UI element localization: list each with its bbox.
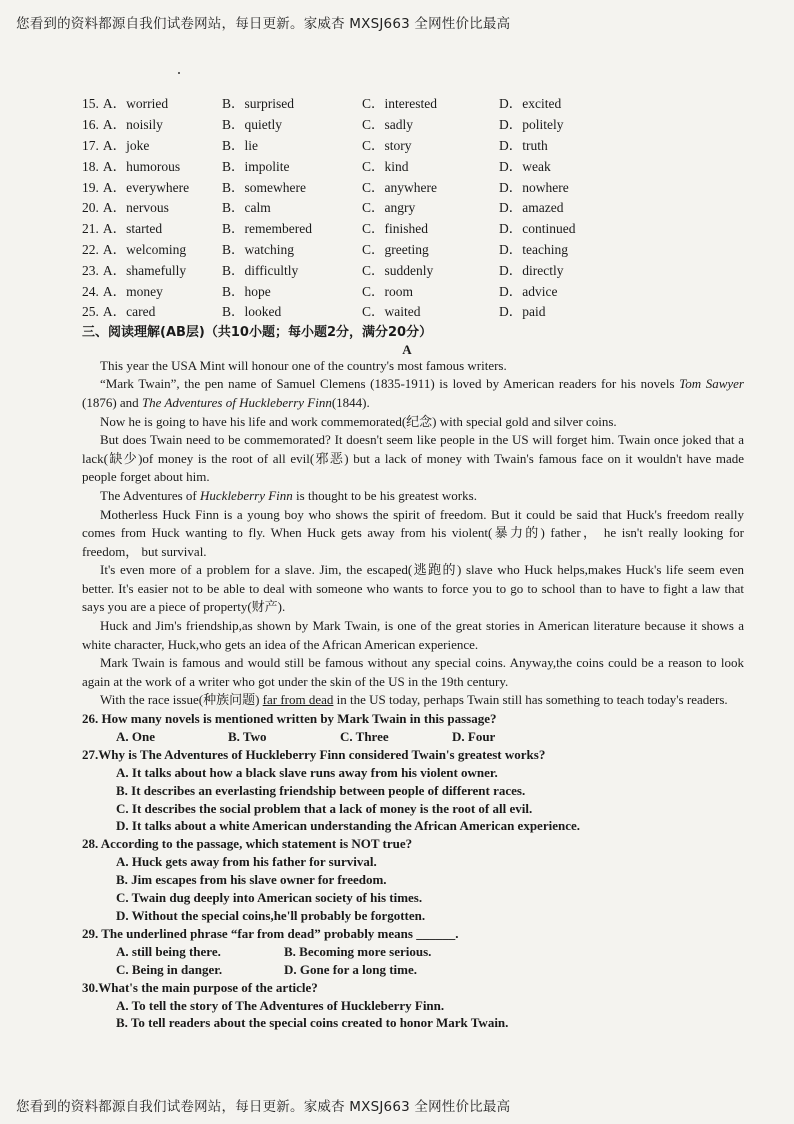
question-number: 15.	[82, 96, 99, 112]
option-text: A．shamefully	[102, 262, 187, 278]
cloze-option-d: D．nowhere	[499, 179, 569, 195]
paragraph: This year the USA Mint will honour one of the country's most famous writers.	[100, 357, 507, 373]
paragraph: Huck and Jim's friendship,as shown by Mark Twain, is one of the great stories in American literature because it shows a white character, Huck,who gets an idea of the African American experience.	[82, 618, 744, 652]
cloze-option-a	[82, 238, 222, 258]
option-text: A．cared	[102, 304, 156, 320]
cloze-option-a	[82, 196, 222, 216]
question-number: 17.	[82, 137, 99, 153]
cloze-option-row	[82, 258, 744, 279]
question-stem: 27.Why is The Adventures of Huckleberry Finn considered Twain's greatest works?	[82, 746, 546, 762]
cloze-option-b: B．difficultly	[222, 262, 299, 278]
cloze-option-d: D．excited	[499, 96, 562, 112]
choice: C. Twain dug deeply into American society of his times.	[116, 890, 423, 906]
cloze-option-a	[82, 300, 222, 320]
underlined-phrase: far from dead	[262, 692, 334, 708]
watermark-banner-top: 您看到的资料都源自我们试卷网站，每日更新。家威杏 MXSJ663 全网性价比最高	[16, 16, 511, 32]
question-stem: 28. According to the passage, which statement is NOT true?	[82, 836, 413, 852]
paragraph: But does Twain need to be commemorated? It doesn't seem like people in the US will forget him. Twain once joked that a lack(缺少)of money is the root of all evil(邪恶) but a lack of money with Twain's famous face on it wouldn't have made people forget about him.	[82, 432, 744, 485]
cloze-option-a	[82, 134, 222, 154]
cloze-option-c: C．sadly	[362, 117, 414, 133]
option-text: A．worried	[102, 96, 169, 112]
choice: A. Huck gets away from his father for survival.	[116, 854, 377, 870]
paragraph: Mark Twain is famous and would still be famous without any special coins. Anyway,the coins could be a reason to look again at the work of a writer who got under the skin of the US in the 19th century.	[82, 655, 744, 689]
watermark-banner-bottom: 您看到的资料都源自我们试卷网站，每日更新。家威杏 MXSJ663 全网性价比最高	[16, 1099, 511, 1115]
question-28	[82, 835, 744, 925]
cloze-option-a	[82, 280, 222, 300]
choice: A. still being there.	[116, 943, 221, 959]
cloze-option-d: D．truth	[499, 137, 548, 153]
cloze-option-d: D．teaching	[499, 241, 568, 257]
choice: B. To tell readers about the special coins created to honor Mark Twain.	[116, 1015, 509, 1031]
cloze-option-row	[82, 134, 744, 155]
question-30	[82, 979, 744, 1033]
choice: D. It talks about a white American understanding the African American experience.	[116, 818, 581, 834]
choice: B. Jim escapes from his slave owner for freedom.	[116, 872, 387, 888]
cloze-option-b: B．quietly	[222, 117, 282, 133]
cloze-option-d: D．continued	[499, 221, 576, 237]
cloze-option-c: C．waited	[362, 304, 421, 320]
cloze-option-row	[82, 279, 744, 300]
choice: D. Gone for a long time.	[284, 961, 417, 977]
cloze-option-row	[82, 196, 744, 217]
cloze-option-c: C．greeting	[362, 241, 429, 257]
cloze-option-b: B．looked	[222, 304, 282, 320]
cloze-option-d: D．politely	[499, 117, 564, 133]
question-stem: 30.What's the main purpose of the article?	[82, 979, 318, 995]
cloze-options-table	[82, 92, 744, 321]
option-text: A．welcoming	[102, 241, 187, 257]
choice: C. It describes the social problem that a lack of money is the root of all evil.	[116, 800, 533, 816]
paragraph: The Adventures of Huckleberry Finn is thought to be his greatest works.	[100, 487, 477, 503]
option-text: A．money	[102, 283, 163, 299]
choice: C. Being in danger.	[116, 961, 223, 977]
question-number: 24.	[82, 283, 99, 299]
reading-passage	[82, 357, 744, 710]
question-29	[82, 925, 744, 979]
question-26	[82, 710, 744, 746]
section-title: 三、阅读理解(AB层)（共10小题；每小题2分，满分20分）	[82, 324, 433, 340]
question-number: 25.	[82, 304, 99, 320]
option-text: A．noisily	[102, 117, 163, 133]
cloze-option-b: B．watching	[222, 241, 294, 257]
cloze-option-d: D．weak	[499, 158, 551, 174]
question-number: 22.	[82, 241, 99, 257]
option-text: A．started	[102, 221, 163, 237]
choice-row	[82, 961, 744, 979]
cloze-option-a	[82, 113, 222, 133]
cloze-option-row	[82, 217, 744, 238]
question-number: 21.	[82, 221, 99, 237]
exam-page	[82, 92, 744, 1032]
print-speck	[178, 72, 180, 74]
cloze-option-a	[82, 155, 222, 175]
choice: D. Four	[452, 728, 496, 744]
question-stem: 29. The underlined phrase “far from dead” probably means ______.	[82, 925, 459, 941]
question-number: 16.	[82, 117, 99, 133]
cloze-option-b: B．impolite	[222, 158, 290, 174]
question-stem: 26. How many novels is mentioned written by Mark Twain in this passage?	[82, 711, 497, 727]
paragraph: Motherless Huck Finn is a young boy who shows the spirit of freedom. But it could be said that Huck's freedom really comes from Huck wanting to fly. When Huck gets away from his violent(暴力的) father， he isn't really looking for freedom， but survival.	[82, 506, 744, 559]
cloze-option-c: C．anywhere	[362, 179, 437, 195]
cloze-option-a	[82, 92, 222, 112]
cloze-option-row	[82, 113, 744, 134]
choice: B. It describes an everlasting friendship between people of different races.	[116, 782, 526, 798]
question-number: 20.	[82, 200, 99, 216]
cloze-option-d: D．advice	[499, 283, 558, 299]
choice: D. Without the special coins,he'll probably be forgotten.	[116, 908, 426, 924]
cloze-option-row	[82, 238, 744, 259]
cloze-option-c: C．angry	[362, 200, 416, 216]
cloze-option-a	[82, 217, 222, 237]
question-number: 23.	[82, 262, 99, 278]
cloze-option-c: C．interested	[362, 96, 437, 112]
cloze-option-b: B．calm	[222, 200, 271, 216]
choice: B. Two	[228, 728, 267, 744]
cloze-option-row	[82, 92, 744, 113]
cloze-option-c: C．finished	[362, 221, 428, 237]
option-text: A．everywhere	[102, 179, 190, 195]
cloze-option-row	[82, 175, 744, 196]
cloze-option-d: D．directly	[499, 262, 564, 278]
paragraph: It's even more of a problem for a slave. Jim, the escaped(逃跑的) slave who Huck helps,makes Huck's life seem even better. It's easier not to be able to deal with someone who wants to force you to go to school than to have to fight a law that says you are a piece of property(财产).	[82, 562, 744, 615]
cloze-option-a	[82, 259, 222, 279]
question-27	[82, 746, 744, 836]
cloze-option-d: D．amazed	[499, 200, 564, 216]
choice: A. It talks about how a black slave runs away from his violent owner.	[116, 764, 498, 780]
question-number: 18.	[82, 158, 99, 174]
cloze-option-b: B．hope	[222, 283, 271, 299]
choice: C. Three	[340, 728, 389, 744]
paragraph: “Mark Twain”, the pen name of Samuel Clemens (1835-1911) is loved by American readers for his novels Tom Sawyer (1876) and The Adventures of Huckleberry Finn(1844).	[82, 376, 744, 410]
cloze-option-c: C．story	[362, 137, 412, 153]
choice-row	[82, 728, 744, 746]
cloze-option-row	[82, 154, 744, 175]
choice-row	[82, 943, 744, 961]
option-text: A．nervous	[102, 200, 169, 216]
question-number: 19.	[82, 179, 99, 195]
paragraph: Now he is going to have his life and work commemorated(纪念) with special gold and silver coins.	[100, 413, 617, 429]
choice: B. Becoming more serious.	[284, 943, 432, 959]
cloze-option-b: B．surprised	[222, 96, 294, 112]
cloze-option-b: B．somewhere	[222, 179, 306, 195]
cloze-option-a	[82, 176, 222, 196]
option-text: A．humorous	[102, 158, 181, 174]
cloze-option-b: B．remembered	[222, 221, 312, 237]
passage-label: A	[402, 341, 412, 357]
cloze-option-c: C．suddenly	[362, 262, 434, 278]
option-text: A．joke	[102, 137, 150, 153]
cloze-option-c: C．room	[362, 283, 414, 299]
cloze-option-row	[82, 300, 744, 321]
cloze-option-b: B．lie	[222, 137, 258, 153]
choice: A. One	[116, 728, 155, 744]
cloze-option-d: D．paid	[499, 304, 546, 320]
paragraph: With the race issue(种族问题) far from dead in the US today, perhaps Twain still has something to teach today's readers.	[100, 692, 728, 708]
choice: A. To tell the story of The Adventures of Huckleberry Finn.	[116, 997, 445, 1013]
cloze-option-c: C．kind	[362, 158, 409, 174]
